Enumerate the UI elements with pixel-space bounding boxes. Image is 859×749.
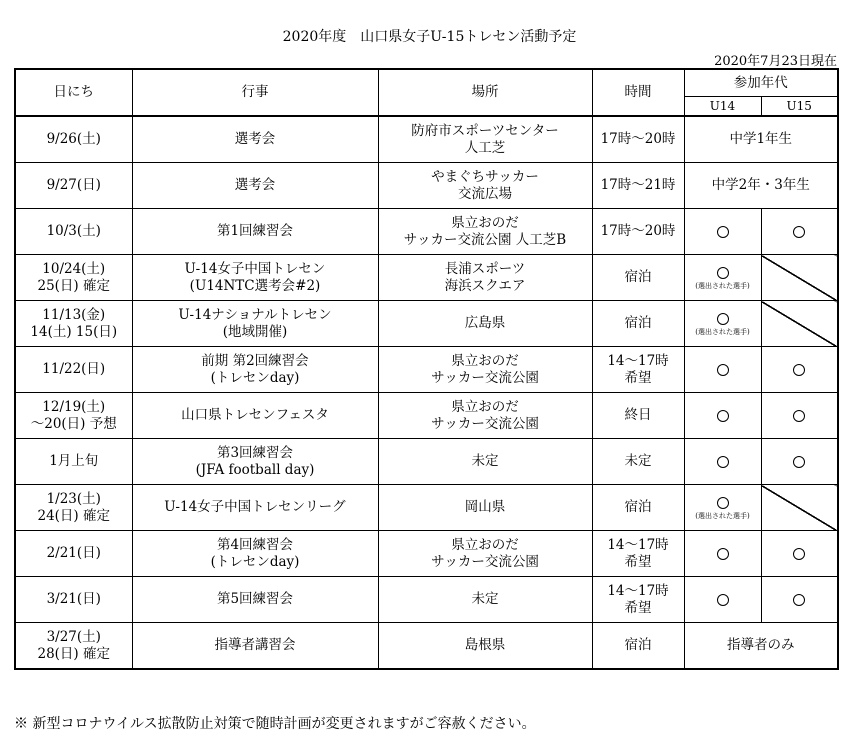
- circle-mark-icon: [717, 364, 729, 376]
- cell-line: 9/27(日): [46, 177, 101, 193]
- cell-line: 長浦スポーツ: [444, 260, 526, 277]
- header-age-group: 参加年代: [684, 69, 838, 97]
- event-cell: [132, 577, 378, 623]
- cell-line: 終日: [624, 407, 652, 423]
- table-row: [15, 439, 838, 485]
- time-cell: [592, 209, 684, 255]
- cell-line: 11/22(日): [42, 361, 106, 377]
- table-row: [15, 163, 838, 209]
- cell-line: 3/27(土): [46, 628, 101, 645]
- circle-mark-icon: [717, 548, 729, 560]
- cell-line: やまぐちサッカー: [431, 168, 539, 185]
- cell-line: 宿泊: [624, 499, 652, 515]
- circle-mark-icon: [793, 410, 805, 422]
- circle-mark-icon: [717, 456, 729, 468]
- participants-cell: 中学1年生: [684, 116, 838, 163]
- cell-line: (JFA football day): [195, 461, 315, 478]
- date-cell: [15, 393, 132, 439]
- u14-cell: [684, 485, 761, 531]
- cell-line: 交流広場: [458, 185, 512, 202]
- place-cell: [378, 577, 592, 623]
- cell-line: 1/23(土): [46, 490, 101, 507]
- circle-mark-icon: [717, 313, 729, 325]
- time-cell: [592, 393, 684, 439]
- cell-line: 県立おのだ: [451, 214, 519, 231]
- cell-line: 宿泊: [624, 637, 652, 653]
- table-row: [15, 531, 838, 577]
- cell-line: 海浜スクエア: [444, 277, 526, 294]
- event-cell: [132, 163, 378, 209]
- u14-cell: [684, 255, 761, 301]
- time-cell: [592, 485, 684, 531]
- place-cell: [378, 623, 592, 670]
- cell-line: 県立おのだ: [451, 398, 519, 415]
- time-cell: [592, 577, 684, 623]
- cell-line: サッカー交流公園: [431, 415, 539, 432]
- cell-line: 第5回練習会: [216, 591, 294, 607]
- cell-line: U-14女子中国トレセンリーグ: [164, 499, 346, 515]
- place-cell: [378, 347, 592, 393]
- cell-line: 14(土) 15(日): [30, 323, 118, 340]
- u15-cell: [761, 531, 838, 577]
- table-row: [15, 393, 838, 439]
- u14-cell: [684, 577, 761, 623]
- time-cell: [592, 163, 684, 209]
- event-cell: [132, 209, 378, 255]
- cell-line: 28(日) 確定: [37, 645, 110, 662]
- event-cell: [132, 255, 378, 301]
- cell-line: 希望: [624, 369, 652, 386]
- cell-line: ～20(日) 予想: [30, 415, 117, 432]
- date-cell: [15, 623, 132, 670]
- cell-line: 14～17時: [607, 582, 669, 599]
- date-cell: [15, 347, 132, 393]
- date-cell: [15, 163, 132, 209]
- cell-line: 14～17時: [607, 536, 669, 553]
- date-cell: [15, 301, 132, 347]
- cell-line: 9/26(土): [46, 131, 101, 147]
- date-cell: [15, 531, 132, 577]
- u14-cell: [684, 531, 761, 577]
- cell-line: 10/3(土): [46, 223, 101, 239]
- place-cell: [378, 439, 592, 485]
- cell-line: 岡山県: [464, 499, 506, 515]
- circle-mark-icon: [717, 267, 729, 279]
- time-cell: [592, 531, 684, 577]
- cell-line: 第3回練習会: [216, 444, 294, 461]
- cell-line: 2/21(日): [46, 545, 101, 561]
- cell-line: サッカー交流公園 人工芝B: [403, 231, 567, 248]
- place-cell: [378, 116, 592, 163]
- selected-players-note: (選出された選手): [695, 282, 750, 290]
- u14-cell: [684, 439, 761, 485]
- circle-mark-icon: [717, 594, 729, 606]
- cell-line: 10/24(土): [42, 260, 106, 277]
- cell-line: 県立おのだ: [451, 536, 519, 553]
- cell-line: 島根県: [464, 637, 506, 653]
- place-cell: [378, 301, 592, 347]
- circle-mark-icon: [717, 226, 729, 238]
- table-row: [15, 301, 838, 347]
- u15-cell: [761, 439, 838, 485]
- u15-not-applicable-cell: [761, 485, 838, 531]
- event-cell: [132, 393, 378, 439]
- u15-cell: [761, 393, 838, 439]
- cell-line: 山口県トレセンフェスタ: [181, 407, 329, 423]
- cell-line: サッカー交流公園: [431, 553, 539, 570]
- circle-mark-icon: [793, 456, 805, 468]
- cell-line: (地域開催): [222, 323, 288, 340]
- cell-line: 人工芝: [464, 139, 506, 156]
- cell-line: 希望: [624, 599, 652, 616]
- cell-line: 第4回練習会: [216, 536, 294, 553]
- table-row: [15, 623, 838, 670]
- time-cell: [592, 439, 684, 485]
- circle-mark-icon: [793, 594, 805, 606]
- cell-line: 11/13(金): [42, 306, 106, 323]
- table-row: [15, 116, 838, 163]
- u14-cell: [684, 347, 761, 393]
- date-cell: [15, 577, 132, 623]
- footnote: ※ 新型コロナウイルス拡散防止対策で随時計画が変更されますがご容赦ください。: [14, 716, 536, 732]
- time-cell: [592, 116, 684, 163]
- table-row: [15, 255, 838, 301]
- time-cell: [592, 623, 684, 670]
- circle-mark-icon: [793, 226, 805, 238]
- cell-line: 14～17時: [607, 352, 669, 369]
- cell-line: 未定: [624, 453, 652, 469]
- cell-line: (U14NTC選考会#2): [189, 277, 321, 294]
- participants-cell: 指導者のみ: [684, 623, 838, 670]
- cell-line: 25(日) 確定: [37, 277, 110, 294]
- u14-cell: [684, 393, 761, 439]
- u15-cell: [761, 347, 838, 393]
- table-row: [15, 577, 838, 623]
- date-cell: [15, 255, 132, 301]
- selected-players-note: (選出された選手): [695, 328, 750, 336]
- cell-line: 県立おのだ: [451, 352, 519, 369]
- date-cell: [15, 116, 132, 163]
- cell-line: 17時～20時: [600, 131, 676, 147]
- cell-line: 第1回練習会: [216, 223, 294, 239]
- date-cell: [15, 209, 132, 255]
- circle-mark-icon: [717, 497, 729, 509]
- table-row: [15, 347, 838, 393]
- header-time: 時間: [592, 69, 684, 116]
- time-cell: [592, 301, 684, 347]
- circle-mark-icon: [793, 364, 805, 376]
- cell-line: 選考会: [234, 177, 276, 193]
- cell-line: U-14ナショナルトレセン: [178, 306, 332, 323]
- place-cell: [378, 531, 592, 577]
- schedule-table: [14, 68, 839, 670]
- cell-line: 12/19(土): [42, 398, 106, 415]
- cell-line: 3/21(日): [46, 591, 101, 607]
- cell-line: サッカー交流公園: [431, 369, 539, 386]
- selected-players-note: (選出された選手): [695, 512, 750, 520]
- cell-line: (トレセンday): [210, 553, 300, 570]
- time-cell: [592, 347, 684, 393]
- place-cell: [378, 163, 592, 209]
- cell-line: 1月上旬: [49, 453, 99, 469]
- u14-cell: [684, 209, 761, 255]
- date-cell: [15, 485, 132, 531]
- table-row: [15, 485, 838, 531]
- cell-line: 宿泊: [624, 315, 652, 331]
- cell-line: 広島県: [464, 315, 506, 331]
- cell-line: (トレセンday): [210, 369, 300, 386]
- header-u15: U15: [761, 97, 838, 117]
- cell-line: 前期 第2回練習会: [201, 352, 309, 369]
- time-cell: [592, 255, 684, 301]
- cell-line: 防府市スポーツセンター: [411, 122, 559, 139]
- place-cell: [378, 255, 592, 301]
- event-cell: [132, 531, 378, 577]
- cell-line: 宿泊: [624, 269, 652, 285]
- u15-not-applicable-cell: [761, 255, 838, 301]
- cell-line: 未定: [471, 453, 499, 469]
- cell-line: 指導者講習会: [214, 637, 296, 653]
- circle-mark-icon: [793, 548, 805, 560]
- event-cell: [132, 439, 378, 485]
- place-cell: [378, 393, 592, 439]
- circle-mark-icon: [717, 410, 729, 422]
- table-row: [15, 209, 838, 255]
- event-cell: [132, 116, 378, 163]
- event-cell: [132, 623, 378, 670]
- u15-cell: [761, 577, 838, 623]
- u15-not-applicable-cell: [761, 301, 838, 347]
- event-cell: [132, 485, 378, 531]
- participants-cell: 中学2年・3年生: [684, 163, 838, 209]
- as-of-date: 2020年7月23日現在: [714, 54, 837, 69]
- event-cell: [132, 347, 378, 393]
- date-cell: [15, 439, 132, 485]
- cell-line: 選考会: [234, 131, 276, 147]
- place-cell: [378, 209, 592, 255]
- place-cell: [378, 485, 592, 531]
- header-u14: U14: [684, 97, 761, 117]
- header-date: 日にち: [15, 69, 132, 116]
- u15-cell: [761, 209, 838, 255]
- cell-line: 24(日) 確定: [37, 507, 110, 524]
- cell-line: U-14女子中国トレセン: [184, 260, 326, 277]
- event-cell: [132, 301, 378, 347]
- schedule-body: [15, 116, 838, 669]
- u14-cell: [684, 301, 761, 347]
- cell-line: 希望: [624, 553, 652, 570]
- cell-line: 17時～21時: [600, 177, 676, 193]
- cell-line: 17時～20時: [600, 223, 676, 239]
- header-place: 場所: [378, 69, 592, 116]
- header-event: 行事: [132, 69, 378, 116]
- cell-line: 未定: [471, 591, 499, 607]
- document-title: 2020年度 山口県女子U-15トレセン活動予定: [282, 29, 577, 45]
